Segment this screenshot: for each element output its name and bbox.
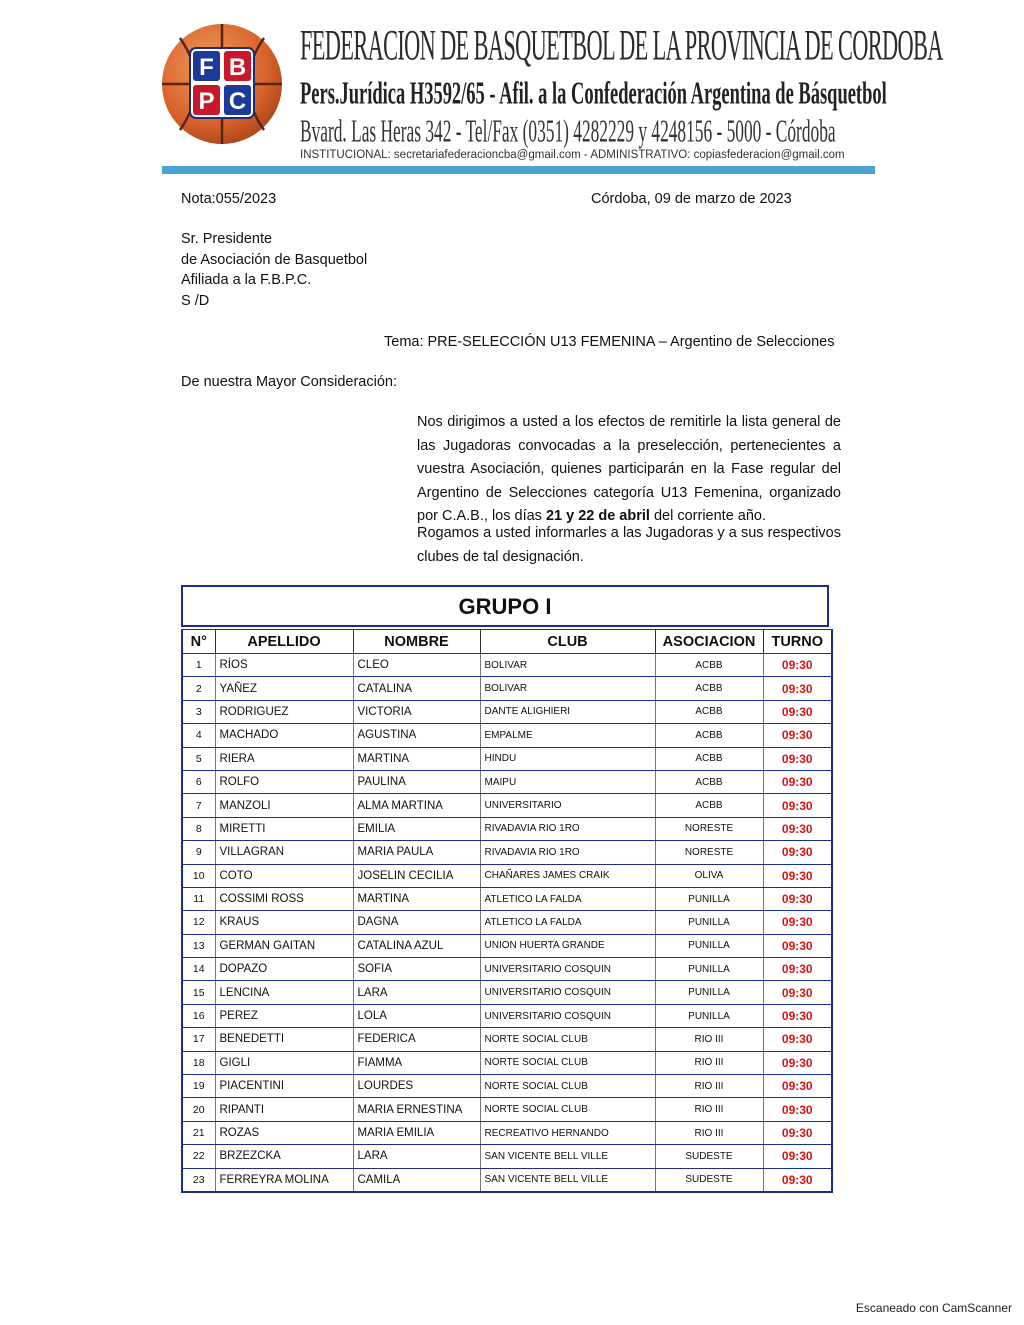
row-number: 20 <box>182 1098 215 1121</box>
row-number: 6 <box>182 770 215 793</box>
row-number: 14 <box>182 958 215 981</box>
table-row <box>182 654 832 677</box>
group-title: GRUPO I <box>181 585 829 627</box>
shift-cell: 09:30 <box>763 1051 832 1074</box>
association-cell: NORESTE <box>655 817 763 840</box>
name-cell: MARIA ERNESTINA <box>353 1098 480 1121</box>
table-row <box>182 841 832 864</box>
fbpc-basketball-logo <box>160 22 284 146</box>
name-cell: LARA <box>353 981 480 1004</box>
table-row <box>182 1168 832 1192</box>
shift-cell: 09:30 <box>763 794 832 817</box>
table-row <box>182 911 832 934</box>
body-paragraph <box>181 522 841 569</box>
table-row <box>182 1121 832 1144</box>
recipient-line: Sr. Presidente <box>181 231 273 247</box>
club-cell: CHAÑARES JAMES CRAIK <box>480 864 655 887</box>
club-cell: HINDU <box>480 747 655 770</box>
logo-letter: C <box>228 88 247 115</box>
scanner-footer: Escaneado con CamScanner <box>855 1301 1012 1315</box>
club-cell: NORTE SOCIAL CLUB <box>480 1075 655 1098</box>
association-cell: RIO III <box>655 1121 763 1144</box>
surname-cell: YAÑEZ <box>215 677 353 700</box>
association-cell: PUNILLA <box>655 958 763 981</box>
association-cell: ACBB <box>655 747 763 770</box>
association-cell: ACBB <box>655 654 763 677</box>
greeting: De nuestra Mayor Consideración: <box>181 374 397 390</box>
name-cell: PAULINA <box>353 770 480 793</box>
shift-cell: 09:30 <box>763 1168 832 1192</box>
recipient-line: de Asociación de Basquetbol <box>181 252 368 268</box>
address-line: Bvard. Las Heras 342 - Tel/Fax (0351) 4282229 y 4248156 - 5000 - Córdoba <box>300 114 836 150</box>
association-cell: PUNILLA <box>655 981 763 1004</box>
club-cell: BOLIVAR <box>480 654 655 677</box>
association-cell: NORESTE <box>655 841 763 864</box>
club-cell: UNIVERSITARIO <box>480 794 655 817</box>
row-number: 22 <box>182 1145 215 1168</box>
row-number: 10 <box>182 864 215 887</box>
letterhead-bar <box>162 166 875 174</box>
table-row <box>182 747 832 770</box>
shift-cell: 09:30 <box>763 934 832 957</box>
table-row <box>182 1051 832 1074</box>
association-cell: SUDESTE <box>655 1145 763 1168</box>
row-number: 5 <box>182 747 215 770</box>
shift-cell: 09:30 <box>763 864 832 887</box>
table-row <box>182 1145 832 1168</box>
row-number: 3 <box>182 700 215 723</box>
surname-cell: MACHADO <box>215 724 353 747</box>
table-row <box>182 887 832 910</box>
surname-cell: GIGLI <box>215 1051 353 1074</box>
row-number: 11 <box>182 887 215 910</box>
club-cell: RECREATIVO HERNANDO <box>480 1121 655 1144</box>
logo-letter: P <box>198 88 215 115</box>
paragraph-text: Nos dirigimos a usted a los efectos de remitirle la lista general de las Jugadoras convocadas a la preselección, pertenecientes a vuestra Asociación, quienes participarán en la Fase regular del Argentino de Selecciones categoría U13 Femenina, organizado por C.A.B., los días <box>417 414 841 524</box>
name-cell: FEDERICA <box>353 1028 480 1051</box>
column-header: TURNO <box>763 630 832 654</box>
paragraph-text: Rogamos a usted informarles a las Jugadoras y a sus respectivos clubes de tal designación. <box>417 525 841 565</box>
name-cell: AGUSTINA <box>353 724 480 747</box>
name-cell: JOSELIN CECILIA <box>353 864 480 887</box>
logo-letter: B <box>228 54 247 81</box>
name-cell: MARTINA <box>353 887 480 910</box>
association-cell: SUDESTE <box>655 1168 763 1192</box>
table-row <box>182 724 832 747</box>
surname-cell: ROZAS <box>215 1121 353 1144</box>
table-row <box>182 1028 832 1051</box>
association-cell: RIO III <box>655 1028 763 1051</box>
association-cell: PUNILLA <box>655 934 763 957</box>
association-cell: PUNILLA <box>655 911 763 934</box>
row-number: 4 <box>182 724 215 747</box>
club-cell: UNIVERSITARIO COSQUIN <box>480 981 655 1004</box>
letterhead <box>160 18 943 176</box>
legal-line: Pers.Jurídica H3592/65 - Afil. a la Confederación Argentina de Básquetbol <box>300 76 887 112</box>
club-cell: MAIPU <box>480 770 655 793</box>
row-number: 19 <box>182 1075 215 1098</box>
row-number: 21 <box>182 1121 215 1144</box>
letter-date: Córdoba, 09 de marzo de 2023 <box>591 191 792 207</box>
surname-cell: DOPAZO <box>215 958 353 981</box>
shift-cell: 09:30 <box>763 1121 832 1144</box>
row-number: 17 <box>182 1028 215 1051</box>
surname-cell: MIRETTI <box>215 817 353 840</box>
paragraph-text: del corriente año. <box>653 508 767 524</box>
recipient-line: S /D <box>181 293 210 309</box>
name-cell: MARIA EMILIA <box>353 1121 480 1144</box>
row-number: 1 <box>182 654 215 677</box>
surname-cell: RIPANTI <box>215 1098 353 1121</box>
row-number: 15 <box>182 981 215 1004</box>
surname-cell: COTO <box>215 864 353 887</box>
table-row <box>182 677 832 700</box>
club-cell: NORTE SOCIAL CLUB <box>480 1028 655 1051</box>
club-cell: NORTE SOCIAL CLUB <box>480 1098 655 1121</box>
surname-cell: COSSIMI ROSS <box>215 887 353 910</box>
surname-cell: MANZOLI <box>215 794 353 817</box>
row-number: 16 <box>182 1004 215 1027</box>
table-row <box>182 934 832 957</box>
row-number: 13 <box>182 934 215 957</box>
shift-cell: 09:30 <box>763 1004 832 1027</box>
surname-cell: VILLAGRAN <box>215 841 353 864</box>
association-cell: RIO III <box>655 1075 763 1098</box>
shift-cell: 09:30 <box>763 981 832 1004</box>
shift-cell: 09:30 <box>763 841 832 864</box>
name-cell: CATALINA <box>353 677 480 700</box>
name-cell: CAMILA <box>353 1168 480 1192</box>
surname-cell: BRZEZCKA <box>215 1145 353 1168</box>
shift-cell: 09:30 <box>763 958 832 981</box>
column-header: N° <box>182 630 215 654</box>
recipient-line: Afiliada a la F.B.P.C. <box>181 272 312 288</box>
name-cell: LOURDES <box>353 1075 480 1098</box>
name-cell: CLEO <box>353 654 480 677</box>
surname-cell: RODRIGUEZ <box>215 700 353 723</box>
body-paragraph <box>181 411 841 529</box>
club-cell: ATLETICO LA FALDA <box>480 911 655 934</box>
surname-cell: RIERA <box>215 747 353 770</box>
event-dates: 21 y 22 de abril <box>545 508 650 524</box>
shift-cell: 09:30 <box>763 747 832 770</box>
note-number: Nota:055/2023 <box>181 191 277 207</box>
row-number: 18 <box>182 1051 215 1074</box>
row-number: 2 <box>182 677 215 700</box>
shift-cell: 09:30 <box>763 724 832 747</box>
row-number: 7 <box>182 794 215 817</box>
table-row <box>182 770 832 793</box>
name-cell: FIAMMA <box>353 1051 480 1074</box>
club-cell: NORTE SOCIAL CLUB <box>480 1051 655 1074</box>
table-row <box>182 700 832 723</box>
surname-cell: LENCINA <box>215 981 353 1004</box>
shift-cell: 09:30 <box>763 1145 832 1168</box>
name-cell: CATALINA AZUL <box>353 934 480 957</box>
association-cell: ACBB <box>655 677 763 700</box>
club-cell: UNION HUERTA GRANDE <box>480 934 655 957</box>
column-header: ASOCIACION <box>655 630 763 654</box>
association-cell: ACBB <box>655 794 763 817</box>
subject-line: Tema: PRE-SELECCIÓN U13 FEMENINA – Argentino de Selecciones <box>384 334 835 350</box>
shift-cell: 09:30 <box>763 887 832 910</box>
club-cell: UNIVERSITARIO COSQUIN <box>480 958 655 981</box>
shift-cell: 09:30 <box>763 817 832 840</box>
club-cell: RIVADAVIA RIO 1RO <box>480 841 655 864</box>
shift-cell: 09:30 <box>763 911 832 934</box>
surname-cell: PIACENTINI <box>215 1075 353 1098</box>
club-cell: EMPALME <box>480 724 655 747</box>
club-cell: SAN VICENTE BELL VILLE <box>480 1168 655 1192</box>
surname-cell: GERMAN GAITAN <box>215 934 353 957</box>
association-cell: ACBB <box>655 724 763 747</box>
table-row <box>182 981 832 1004</box>
column-header: NOMBRE <box>353 630 480 654</box>
shift-cell: 09:30 <box>763 1075 832 1098</box>
club-cell: SAN VICENTE BELL VILLE <box>480 1145 655 1168</box>
surname-cell: KRAUS <box>215 911 353 934</box>
table-row <box>182 1075 832 1098</box>
name-cell: VICTORIA <box>353 700 480 723</box>
table-header-row <box>182 630 832 654</box>
name-cell: MARTINA <box>353 747 480 770</box>
name-cell: ALMA MARTINA <box>353 794 480 817</box>
shift-cell: 09:30 <box>763 677 832 700</box>
association-cell: ACBB <box>655 770 763 793</box>
surname-cell: RÍOS <box>215 654 353 677</box>
row-number: 12 <box>182 911 215 934</box>
shift-cell: 09:30 <box>763 1098 832 1121</box>
name-cell: LARA <box>353 1145 480 1168</box>
club-cell: RIVADAVIA RIO 1RO <box>480 817 655 840</box>
association-cell: PUNILLA <box>655 1004 763 1027</box>
email-line: INSTITUCIONAL: secretariafederacioncba@gmail.com - ADMINISTRATIVO: copiasfederacion@gmail.com <box>300 149 845 161</box>
club-cell: UNIVERSITARIO COSQUIN <box>480 1004 655 1027</box>
table-row <box>182 794 832 817</box>
federation-title: FEDERACION DE BASQUETBOL DE LA PROVINCIA DE CORDOBA <box>300 21 943 70</box>
table-body <box>182 654 832 1192</box>
club-cell: BOLIVAR <box>480 677 655 700</box>
association-cell: OLIVA <box>655 864 763 887</box>
shift-cell: 09:30 <box>763 1028 832 1051</box>
club-cell: DANTE ALIGHIERI <box>480 700 655 723</box>
row-number: 9 <box>182 841 215 864</box>
table-row <box>182 1098 832 1121</box>
column-header: APELLIDO <box>215 630 353 654</box>
association-cell: ACBB <box>655 700 763 723</box>
table-row <box>182 817 832 840</box>
name-cell: MARIA PAULA <box>353 841 480 864</box>
shift-cell: 09:30 <box>763 654 832 677</box>
players-table <box>181 629 833 1193</box>
table-row <box>182 864 832 887</box>
name-cell: DAGNA <box>353 911 480 934</box>
association-cell: RIO III <box>655 1098 763 1121</box>
column-header: CLUB <box>480 630 655 654</box>
surname-cell: PEREZ <box>215 1004 353 1027</box>
surname-cell: FERREYRA MOLINA <box>215 1168 353 1192</box>
association-cell: RIO III <box>655 1051 763 1074</box>
name-cell: EMILIA <box>353 817 480 840</box>
table-row <box>182 1004 832 1027</box>
row-number: 8 <box>182 817 215 840</box>
name-cell: LOLA <box>353 1004 480 1027</box>
shift-cell: 09:30 <box>763 770 832 793</box>
table-row <box>182 958 832 981</box>
association-cell: PUNILLA <box>655 887 763 910</box>
surname-cell: BENEDETTI <box>215 1028 353 1051</box>
club-cell: ATLETICO LA FALDA <box>480 887 655 910</box>
row-number: 23 <box>182 1168 215 1192</box>
shift-cell: 09:30 <box>763 700 832 723</box>
name-cell: SOFIA <box>353 958 480 981</box>
logo-letter: F <box>199 54 214 81</box>
surname-cell: ROLFO <box>215 770 353 793</box>
